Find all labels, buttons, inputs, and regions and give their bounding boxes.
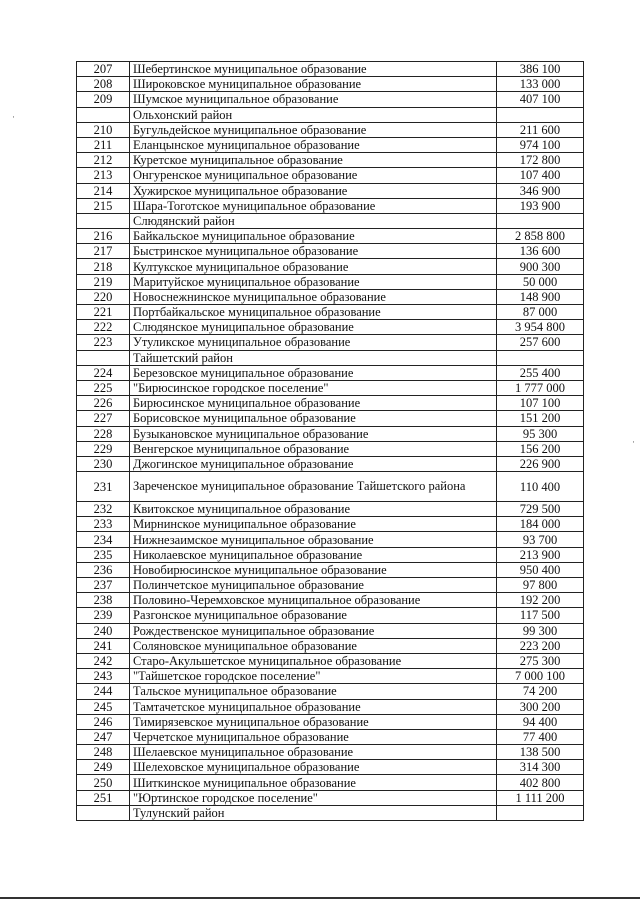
table-row: [77, 411, 584, 426]
municipality-name: Ольхонский район: [130, 107, 497, 122]
allocation-amount: 151 200: [497, 411, 584, 426]
table-row: [77, 305, 584, 320]
allocation-amount: 97 800: [497, 578, 584, 593]
table-row: [77, 396, 584, 411]
allocation-amount: 50 000: [497, 274, 584, 289]
table-row: [77, 623, 584, 638]
allocation-amount: [497, 213, 584, 228]
table-row: [77, 137, 584, 152]
row-number: 217: [77, 244, 130, 259]
table-row: [77, 259, 584, 274]
municipality-name: Бирюсинское муниципальное образование: [130, 396, 497, 411]
table-row: [77, 380, 584, 395]
table-row: [77, 562, 584, 577]
municipality-name: Широковское муниципальное образование: [130, 77, 497, 92]
table-row: [77, 472, 584, 502]
row-number: 221: [77, 305, 130, 320]
municipality-name: Портбайкальское муниципальное образование: [130, 305, 497, 320]
allocation-amount: 93 700: [497, 532, 584, 547]
row-number: 248: [77, 745, 130, 760]
municipality-name: Куретское муниципальное образование: [130, 153, 497, 168]
municipality-name: Джогинское муниципальное образование: [130, 456, 497, 471]
table-row: [77, 229, 584, 244]
allocation-amount: 900 300: [497, 259, 584, 274]
district-header-row: [77, 350, 584, 365]
table-row: [77, 183, 584, 198]
row-number: 219: [77, 274, 130, 289]
table-row: [77, 729, 584, 744]
table-row: [77, 77, 584, 92]
municipality-name: Утуликское муниципальное образование: [130, 335, 497, 350]
table-row: [77, 775, 584, 790]
row-number: 220: [77, 289, 130, 304]
row-number: 251: [77, 790, 130, 805]
row-number: 236: [77, 562, 130, 577]
row-number: 243: [77, 669, 130, 684]
municipality-name: Шелеховское муниципальное образование: [130, 760, 497, 775]
row-number: 232: [77, 502, 130, 517]
municipality-name: Соляновское муниципальное образование: [130, 638, 497, 653]
table-row: [77, 638, 584, 653]
row-number: 209: [77, 92, 130, 107]
allocation-amount: 156 200: [497, 441, 584, 456]
table-row: [77, 714, 584, 729]
table-row: [77, 456, 584, 471]
municipality-name: Тальское муниципальное образование: [130, 684, 497, 699]
allocation-amount: 275 300: [497, 653, 584, 668]
municipality-name: Тамтачетское муниципальное образование: [130, 699, 497, 714]
table-row: [77, 92, 584, 107]
allocation-amount: 211 600: [497, 122, 584, 137]
allocation-amount: 257 600: [497, 335, 584, 350]
district-header-row: [77, 805, 584, 820]
table-row: [77, 335, 584, 350]
row-number: 245: [77, 699, 130, 714]
allocation-amount: 729 500: [497, 502, 584, 517]
row-number: [77, 213, 130, 228]
municipality-name: Мирнинское муниципальное образование: [130, 517, 497, 532]
table-row: [77, 365, 584, 380]
municipality-name: "Юртинское городское поселение": [130, 790, 497, 805]
table-row: [77, 274, 584, 289]
municipality-name: Николаевское муниципальное образование: [130, 547, 497, 562]
municipality-name: Онгуренское муниципальное образование: [130, 168, 497, 183]
municipality-name: Быстринское муниципальное образование: [130, 244, 497, 259]
table-row: [77, 669, 584, 684]
municipality-name: Слюдянский район: [130, 213, 497, 228]
municipality-name: Еланцынское муниципальное образование: [130, 137, 497, 152]
table-row: [77, 198, 584, 213]
municipality-name: Маритуйское муниципальное образование: [130, 274, 497, 289]
table-row: [77, 517, 584, 532]
row-number: 222: [77, 320, 130, 335]
table-row: [77, 790, 584, 805]
table-row: [77, 532, 584, 547]
row-number: 239: [77, 608, 130, 623]
allocation-amount: 107 100: [497, 396, 584, 411]
allocation-amount: 184 000: [497, 517, 584, 532]
municipality-name: Квитокское муниципальное образование: [130, 502, 497, 517]
row-number: 211: [77, 137, 130, 152]
row-number: 228: [77, 426, 130, 441]
row-number: 249: [77, 760, 130, 775]
table-row: [77, 608, 584, 623]
allocation-amount: 407 100: [497, 92, 584, 107]
row-number: 227: [77, 411, 130, 426]
municipality-name: Разгонское муниципальное образование: [130, 608, 497, 623]
allocation-amount: 107 400: [497, 168, 584, 183]
table-row: [77, 699, 584, 714]
row-number: 207: [77, 62, 130, 77]
allocation-amount: 77 400: [497, 729, 584, 744]
table-row: [77, 62, 584, 77]
row-number: 238: [77, 593, 130, 608]
table-row: [77, 244, 584, 259]
allocation-amount: [497, 107, 584, 122]
row-number: 230: [77, 456, 130, 471]
row-number: 229: [77, 441, 130, 456]
allocation-amount: 3 954 800: [497, 320, 584, 335]
row-number: 244: [77, 684, 130, 699]
municipality-name: "Бирюсинское городское поселение": [130, 380, 497, 395]
allocation-amount: 213 900: [497, 547, 584, 562]
allocation-amount: 95 300: [497, 426, 584, 441]
municipality-name: Тимирязевское муниципальное образование: [130, 714, 497, 729]
municipality-name: Шелаевское муниципальное образование: [130, 745, 497, 760]
allocation-amount: 226 900: [497, 456, 584, 471]
table-row: [77, 168, 584, 183]
table-row: [77, 593, 584, 608]
allocation-amount: 346 900: [497, 183, 584, 198]
row-number: 246: [77, 714, 130, 729]
municipality-name: Тулунский район: [130, 805, 497, 820]
row-number: [77, 107, 130, 122]
row-number: 214: [77, 183, 130, 198]
allocation-amount: 193 900: [497, 198, 584, 213]
municipality-name: Шебертинское муниципальное образование: [130, 62, 497, 77]
municipality-name: Тайшетский район: [130, 350, 497, 365]
allocation-amount: 223 200: [497, 638, 584, 653]
row-number: 240: [77, 623, 130, 638]
table-row: [77, 684, 584, 699]
row-number: 215: [77, 198, 130, 213]
row-number: 234: [77, 532, 130, 547]
allocation-amount: 950 400: [497, 562, 584, 577]
allocation-amount: 300 200: [497, 699, 584, 714]
municipality-name: Старо-Акульшетское муниципальное образование: [130, 653, 497, 668]
row-number: 235: [77, 547, 130, 562]
scan-edge-line: [0, 897, 640, 899]
row-number: 213: [77, 168, 130, 183]
row-number: 231: [77, 472, 130, 502]
allocation-amount: 255 400: [497, 365, 584, 380]
allocation-amount: 133 000: [497, 77, 584, 92]
table-row: [77, 502, 584, 517]
allocation-amount: 7 000 100: [497, 669, 584, 684]
allocation-amount: [497, 805, 584, 820]
municipality-name: Култукское муниципальное образование: [130, 259, 497, 274]
table-row: [77, 760, 584, 775]
scan-speck: ·: [12, 112, 15, 122]
municipality-name: Черчетское муниципальное образование: [130, 729, 497, 744]
table-row: [77, 320, 584, 335]
municipality-name: "Тайшетское городское поселение": [130, 669, 497, 684]
row-number: 225: [77, 380, 130, 395]
municipality-name: Шиткинское муниципальное образование: [130, 775, 497, 790]
municipality-name: Рождественское муниципальное образование: [130, 623, 497, 638]
table-row: [77, 122, 584, 137]
district-header-row: [77, 213, 584, 228]
table-row: [77, 289, 584, 304]
municipality-name: Нижнезаимское муниципальное образование: [130, 532, 497, 547]
allocation-amount: 99 300: [497, 623, 584, 638]
row-number: 241: [77, 638, 130, 653]
allocation-amount: 172 800: [497, 153, 584, 168]
municipality-name: Венгерское муниципальное образование: [130, 441, 497, 456]
table-row: [77, 745, 584, 760]
table-row: [77, 653, 584, 668]
allocation-amount: 110 400: [497, 472, 584, 502]
district-header-row: [77, 107, 584, 122]
table-row: [77, 578, 584, 593]
allocation-amount: 74 200: [497, 684, 584, 699]
scan-speck: ·: [632, 437, 635, 447]
allocation-amount: 974 100: [497, 137, 584, 152]
row-number: 226: [77, 396, 130, 411]
row-number: 224: [77, 365, 130, 380]
allocation-amount: 148 900: [497, 289, 584, 304]
allocation-table: [76, 61, 584, 821]
table-row: [77, 153, 584, 168]
row-number: [77, 350, 130, 365]
row-number: 250: [77, 775, 130, 790]
row-number: [77, 805, 130, 820]
row-number: 233: [77, 517, 130, 532]
allocation-amount: 192 200: [497, 593, 584, 608]
municipality-name: Шумское муниципальное образование: [130, 92, 497, 107]
allocation-amount: 136 600: [497, 244, 584, 259]
allocation-amount: 1 111 200: [497, 790, 584, 805]
municipality-name: Байкальское муниципальное образование: [130, 229, 497, 244]
row-number: 218: [77, 259, 130, 274]
allocation-amount: 138 500: [497, 745, 584, 760]
municipality-name: Борисовское муниципальное образование: [130, 411, 497, 426]
allocation-amount: 117 500: [497, 608, 584, 623]
municipality-name: Новобирюсинское муниципальное образование: [130, 562, 497, 577]
row-number: 208: [77, 77, 130, 92]
table-row: [77, 426, 584, 441]
row-number: 237: [77, 578, 130, 593]
municipality-name: Шара-Тоготское муниципальное образование: [130, 198, 497, 213]
row-number: 210: [77, 122, 130, 137]
allocation-amount: 386 100: [497, 62, 584, 77]
allocation-table-body: [77, 62, 584, 821]
municipality-name: Полинчетское муниципальное образование: [130, 578, 497, 593]
table-row: [77, 441, 584, 456]
row-number: 242: [77, 653, 130, 668]
row-number: 212: [77, 153, 130, 168]
municipality-name: Березовское муниципальное образование: [130, 365, 497, 380]
municipality-name: Бугульдейское муниципальное образование: [130, 122, 497, 137]
allocation-amount: 314 300: [497, 760, 584, 775]
allocation-amount: [497, 350, 584, 365]
allocation-amount: 94 400: [497, 714, 584, 729]
allocation-amount: 402 800: [497, 775, 584, 790]
municipality-name: Слюдянское муниципальное образование: [130, 320, 497, 335]
allocation-amount: 87 000: [497, 305, 584, 320]
allocation-amount: 1 777 000: [497, 380, 584, 395]
row-number: 216: [77, 229, 130, 244]
municipality-name: Хужирское муниципальное образование: [130, 183, 497, 198]
municipality-name: Новоснежнинское муниципальное образование: [130, 289, 497, 304]
row-number: 223: [77, 335, 130, 350]
allocation-amount: 2 858 800: [497, 229, 584, 244]
municipality-name: Бузыкановское муниципальное образование: [130, 426, 497, 441]
row-number: 247: [77, 729, 130, 744]
municipality-name: Половино-Черемховское муниципальное образование: [130, 593, 497, 608]
table-row: [77, 547, 584, 562]
municipality-name: Зареченское муниципальное образование Тайшетского района: [130, 472, 497, 502]
